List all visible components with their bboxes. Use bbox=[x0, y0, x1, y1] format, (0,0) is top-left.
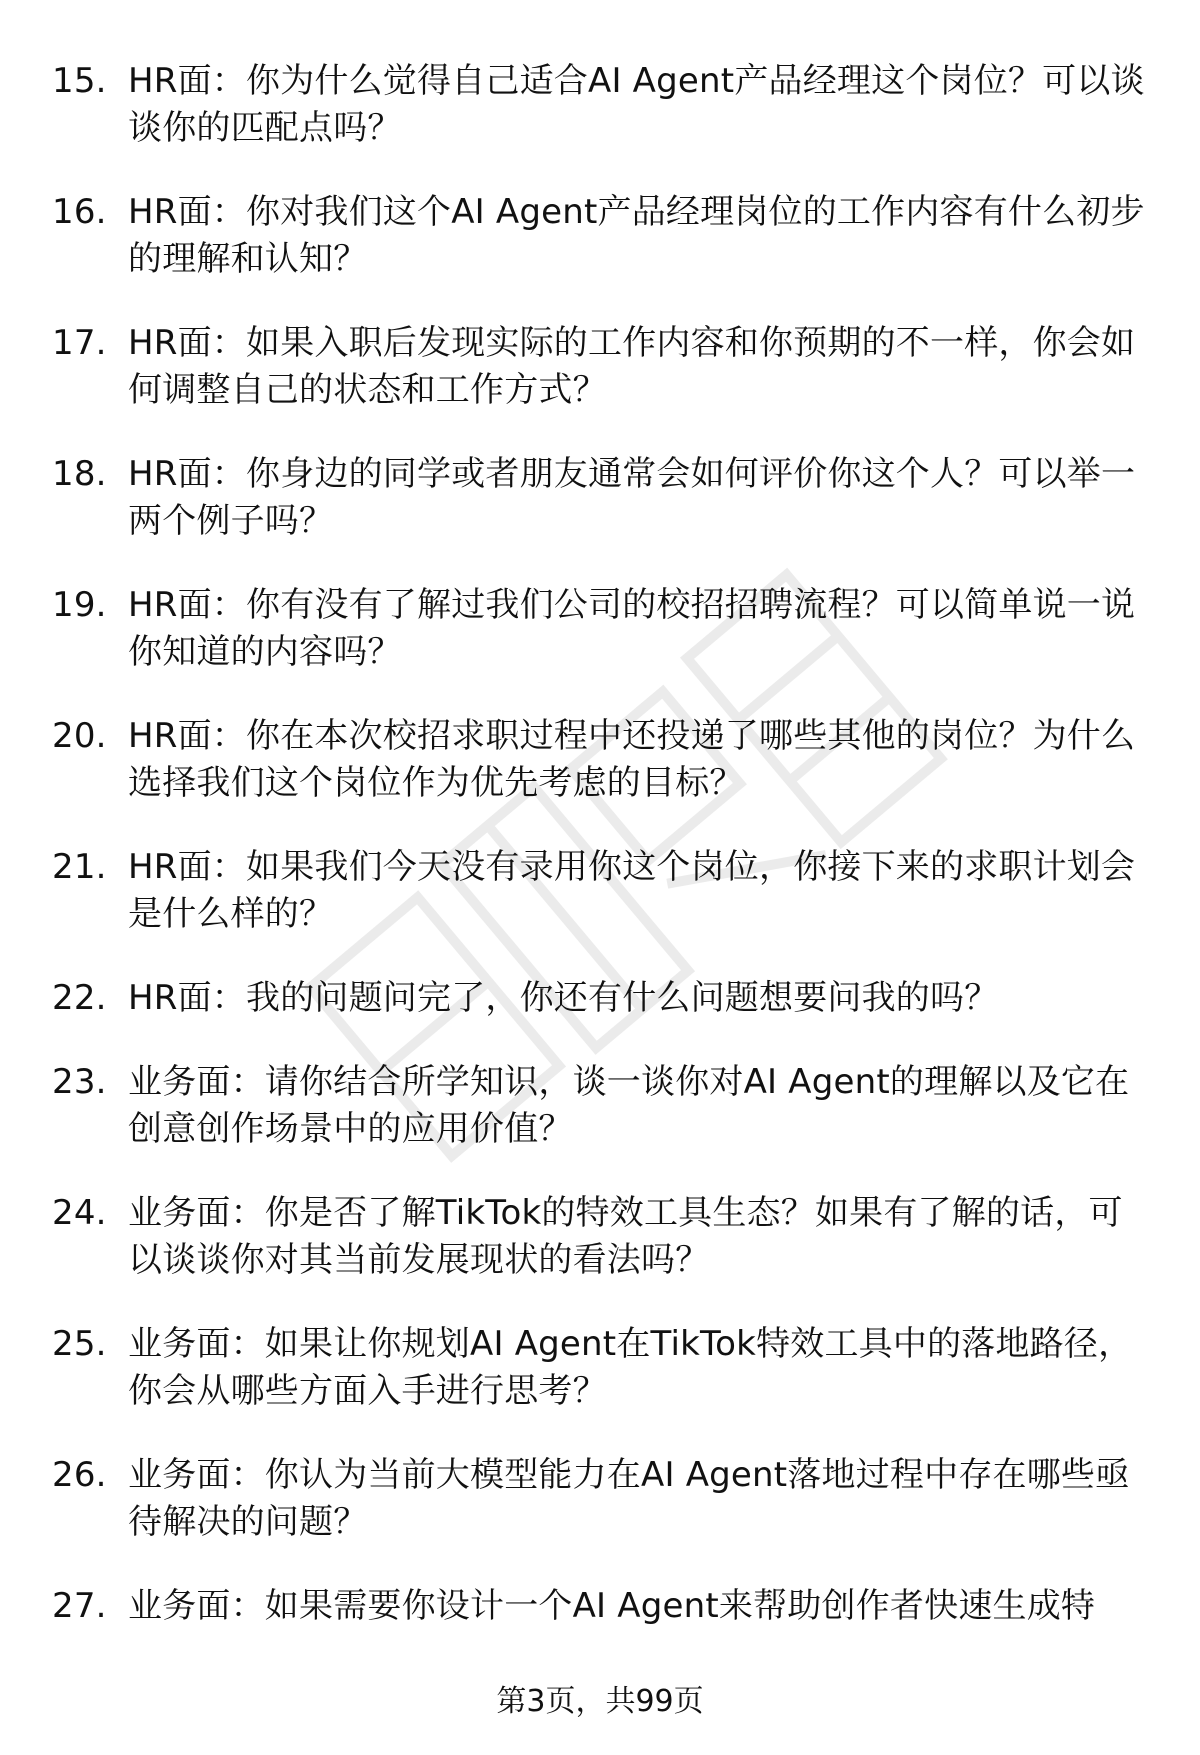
question-number: 26. bbox=[52, 1455, 107, 1495]
question-number: 21. bbox=[52, 847, 107, 887]
list-item bbox=[0, 1059, 1200, 1153]
list-item bbox=[0, 1452, 1200, 1546]
list-item bbox=[0, 975, 1200, 1022]
question-number: 15. bbox=[52, 61, 107, 101]
question-number: 22. bbox=[52, 978, 107, 1018]
question-number: 18. bbox=[52, 454, 107, 494]
list-item bbox=[0, 58, 1200, 152]
question-text: 业务面：如果需要你设计一个AI Agent来帮助创作者快速生成特 bbox=[128, 1586, 1096, 1626]
list-item bbox=[0, 1321, 1200, 1415]
question-text: HR面：如果我们今天没有录用你这个岗位，你接下来的求职计划会是什么样的？ bbox=[128, 847, 1136, 934]
question-text: HR面：你身边的同学或者朋友通常会如何评价你这个人？可以举一两个例子吗？ bbox=[128, 454, 1136, 541]
list-item bbox=[0, 189, 1200, 283]
list-item bbox=[0, 451, 1200, 545]
list-item bbox=[0, 1583, 1200, 1630]
question-number: 20. bbox=[52, 716, 107, 756]
list-item bbox=[0, 320, 1200, 414]
list-item bbox=[0, 713, 1200, 807]
question-text: HR面：你在本次校招求职过程中还投递了哪些其他的岗位？为什么选择我们这个岗位作为优先考虑的目标？ bbox=[128, 716, 1136, 803]
question-text: HR面：你为什么觉得自己适合AI Agent产品经理这个岗位？可以谈谈你的匹配点吗？ bbox=[128, 61, 1145, 148]
question-number: 24. bbox=[52, 1193, 107, 1233]
question-text: HR面：如果入职后发现实际的工作内容和你预期的不一样，你会如何调整自己的状态和工作方式？ bbox=[128, 323, 1136, 410]
list-item bbox=[0, 582, 1200, 676]
page-footer: 第3页，共99页 bbox=[496, 1684, 704, 1719]
question-text: 业务面：你认为当前大模型能力在AI Agent落地过程中存在哪些亟待解决的问题？ bbox=[128, 1455, 1130, 1542]
question-text: HR面：你对我们这个AI Agent产品经理岗位的工作内容有什么初步的理解和认知？ bbox=[128, 192, 1145, 279]
question-number: 27. bbox=[52, 1586, 107, 1626]
question-text: HR面：我的问题问完了，你还有什么问题想要问我的吗？ bbox=[128, 978, 999, 1018]
question-number: 19. bbox=[52, 585, 107, 625]
question-text: 业务面：你是否了解TikTok的特效工具生态？如果有了解的话，可以谈谈你对其当前发展现状的看法吗？ bbox=[128, 1193, 1123, 1280]
question-number: 17. bbox=[52, 323, 107, 363]
question-text: 业务面：如果让你规划AI Agent在TikTok特效工具中的落地路径，你会从哪些方面入手进行思考？ bbox=[128, 1324, 1133, 1411]
question-list bbox=[0, 58, 1200, 1667]
question-number: 23. bbox=[52, 1062, 107, 1102]
question-number: 25. bbox=[52, 1324, 107, 1364]
question-number: 16. bbox=[52, 192, 107, 232]
list-item bbox=[0, 844, 1200, 938]
list-item bbox=[0, 1190, 1200, 1284]
question-text: HR面：你有没有了解过我们公司的校招招聘流程？可以简单说一说你知道的内容吗？ bbox=[128, 585, 1136, 672]
question-text: 业务面：请你结合所学知识，谈一谈你对AI Agent的理解以及它在创意创作场景中的应用价值？ bbox=[128, 1062, 1130, 1149]
